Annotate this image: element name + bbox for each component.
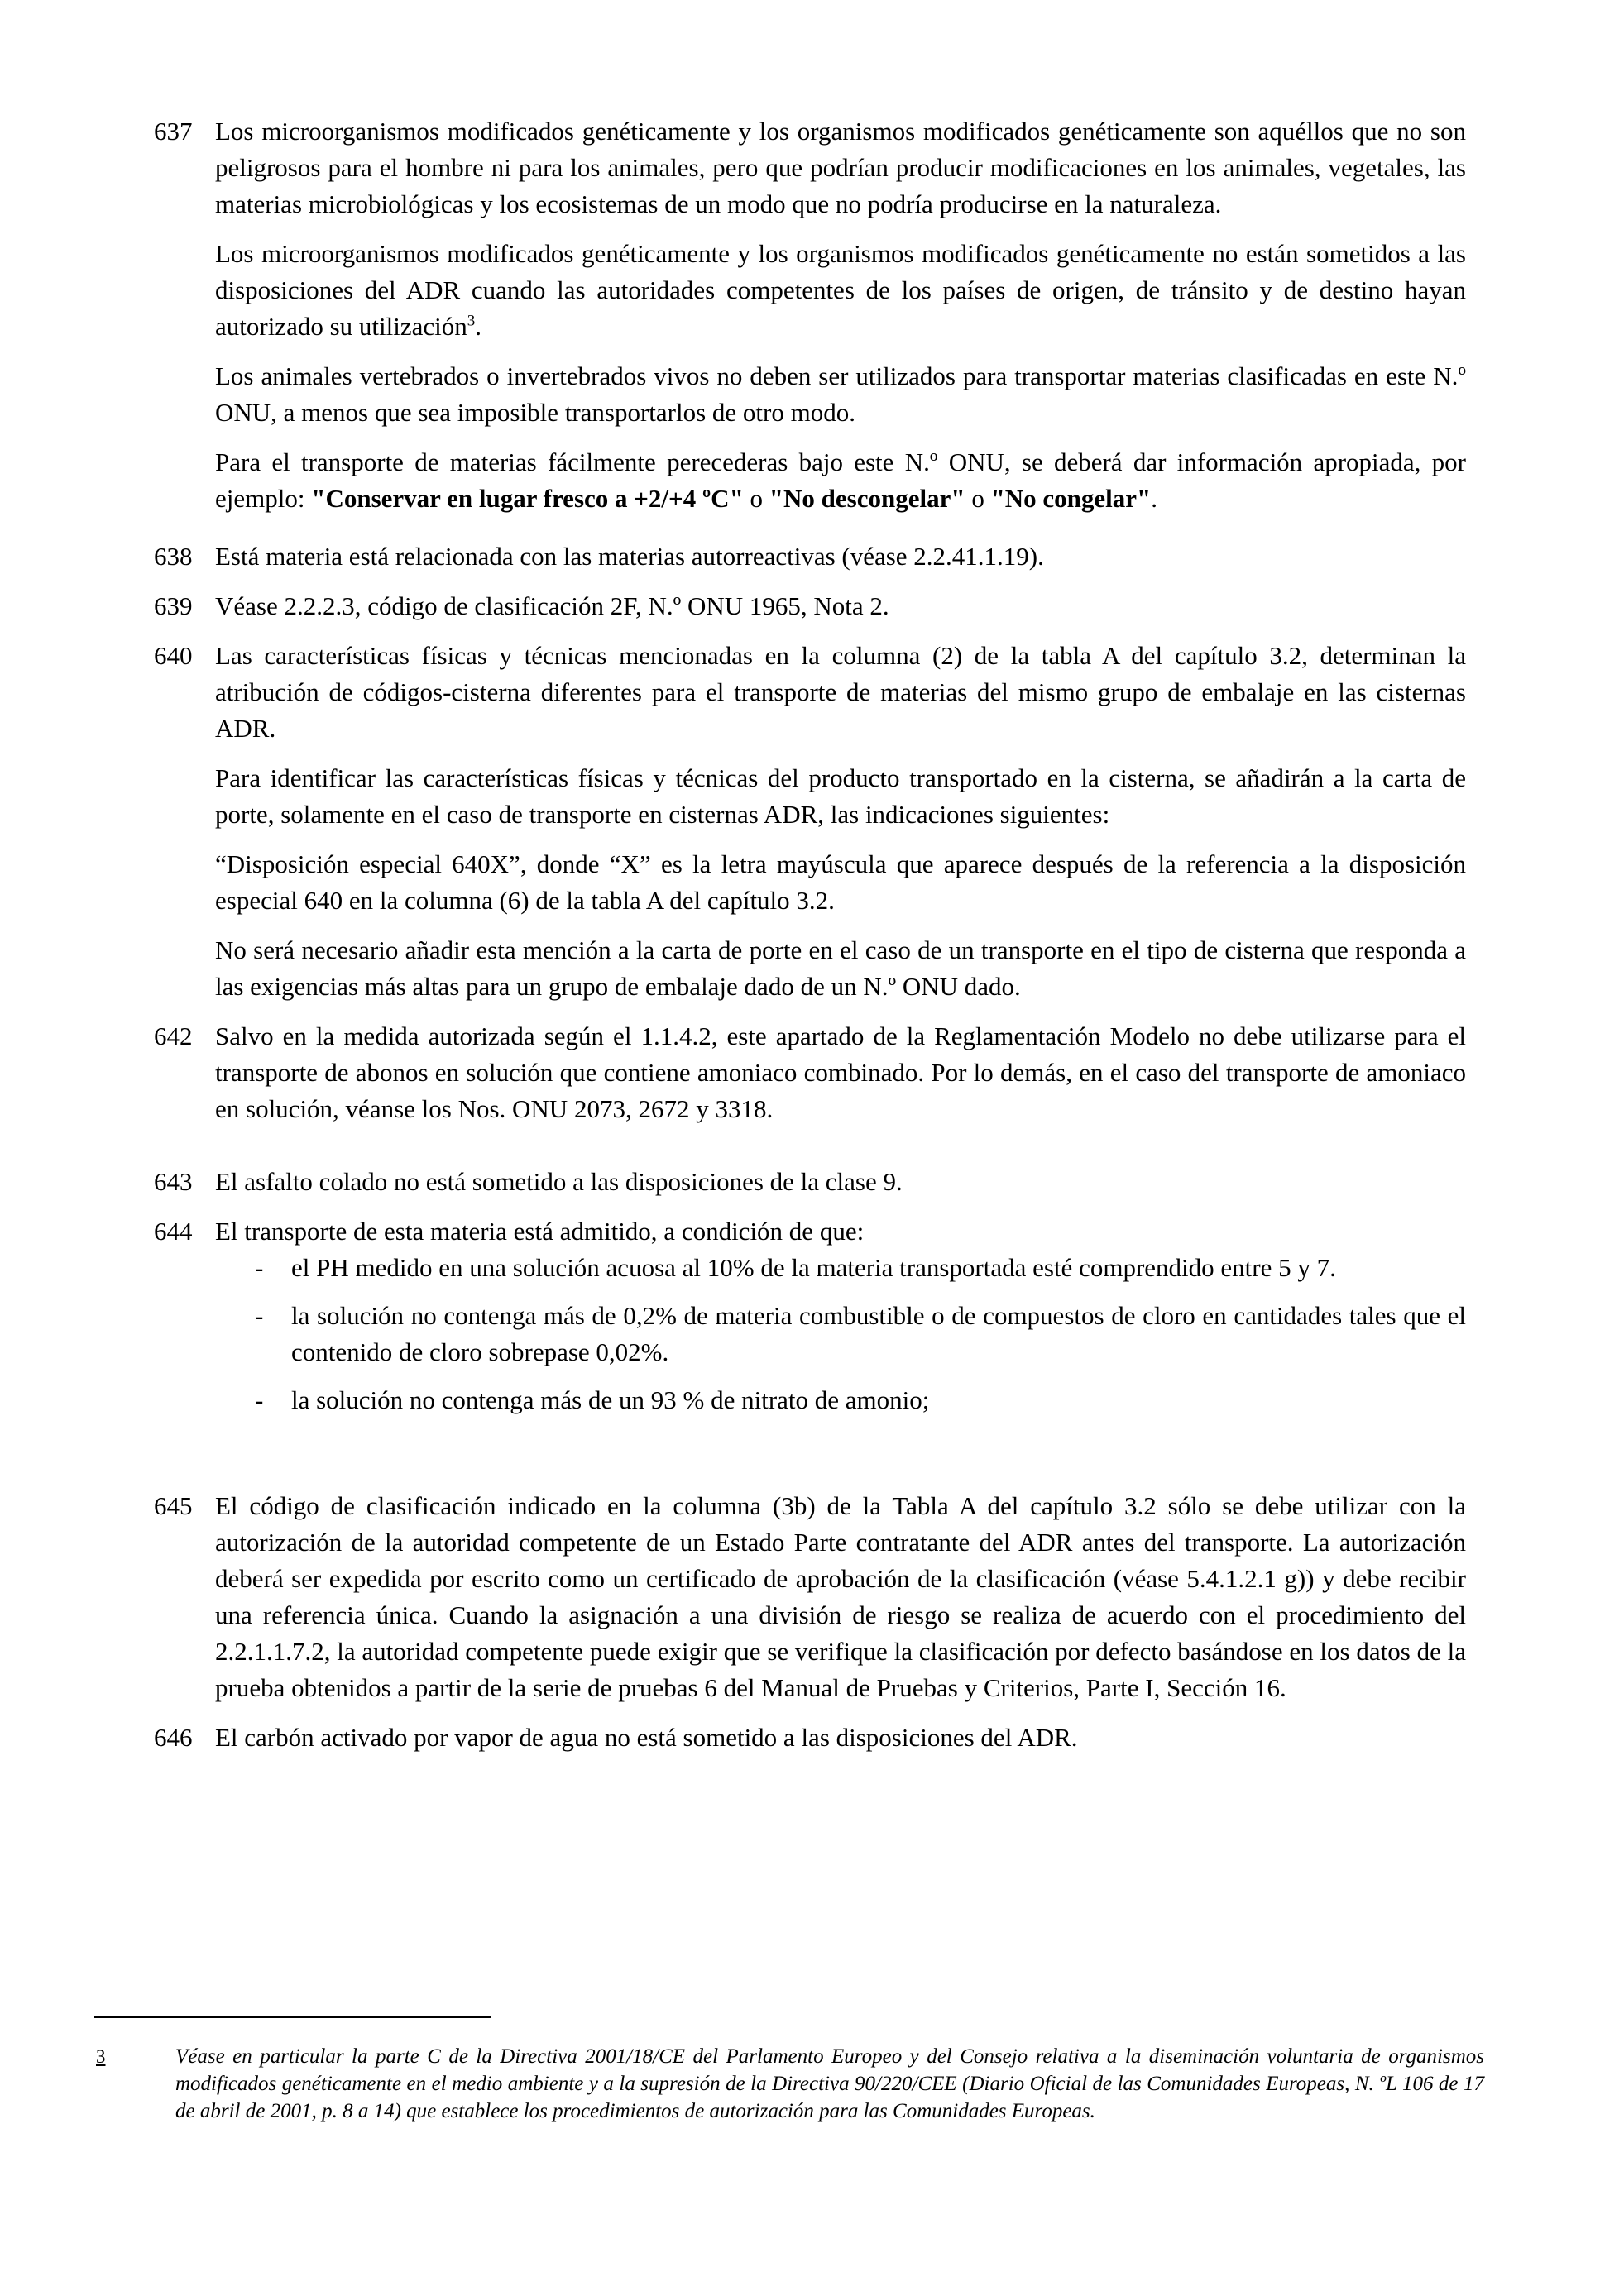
provision-paragraph: Está materia está relacionada con las materias autorreactivas (véase 2.2.41.1.19). — [215, 542, 1044, 571]
provision-number: 643 — [154, 1167, 193, 1196]
provision-paragraph: No será necesario añadir esta mención a la carta de porte en el caso de un transporte en el tipo de cisterna que responda a las exigencias más altas para un grupo de embalaje dado de un N.º ONU dado. — [215, 935, 1466, 1001]
provision-paragraph: El asfalto colado no está sometido a las disposiciones de la clase 9. — [215, 1167, 903, 1196]
label-keep-cool: "Conservar en lugar fresco a +2/+4 ºC" — [311, 484, 744, 513]
provision-paragraph: “Disposición especial 640X”, donde “X” es la letra mayúscula que aparece después de la referencia a la disposición especial 640 en la columna (6) de la tabla A del capítulo 3.2. — [215, 849, 1466, 915]
footnote — [94, 2043, 1484, 2125]
paragraph-text: Para el transporte de materias fácilmente perecederas bajo este N.º ONU, se deberá dar información apropiada, por ejemplo: — [215, 447, 1466, 513]
provision-640 — [154, 638, 1466, 1005]
provision-body — [215, 113, 1466, 517]
special-provisions-list — [154, 113, 1466, 1756]
provision-number: 645 — [154, 1491, 193, 1520]
list-item-text: el PH medido en una solución acuosa al 10% de la materia transportada esté comprendido entre 5 y 7. — [291, 1253, 1336, 1282]
provision-paragraph: El transporte de esta materia está admitido, a condición de que: — [215, 1217, 865, 1246]
provision-body — [215, 1488, 1466, 1706]
separator: o — [743, 484, 769, 513]
provision-body — [215, 1720, 1466, 1756]
provision-643 — [154, 1164, 1466, 1200]
label-do-not-freeze: "No congelar" — [990, 484, 1152, 513]
provision-body — [215, 1018, 1466, 1127]
provision-body — [215, 538, 1466, 575]
paragraph-end: . — [475, 312, 481, 341]
provision-645 — [154, 1488, 1466, 1706]
paragraph-end: . — [1151, 484, 1158, 513]
footnote-text: Véase en particular la parte C de la Directiva 2001/18/CE del Parlamento Europeo y del Consejo relativa a la diseminación voluntaria de organismos modificados genéticamente en el medio ambiente y a la supresión de la Directiva 90/220/CEE (Diario Oficial de las Comunidades Europeas, N. ºL 106 de 17 de abril de 2001, p. 8 a 14) que establece los procedimientos de autorización para las Comunidades Europeas. — [175, 2045, 1484, 2122]
provision-637 — [154, 113, 1466, 517]
provision-paragraph: Para identificar las características físicas y técnicas del producto transportado en la cisterna, se añadirán a la carta de porte, solamente en el caso de transporte en cisternas ADR, las indicaciones siguientes: — [215, 763, 1466, 829]
provision-number: 637 — [154, 117, 193, 146]
provision-642 — [154, 1018, 1466, 1127]
provision-paragraph: El carbón activado por vapor de agua no está sometido a las disposiciones del ADR. — [215, 1723, 1078, 1752]
dash-marker: - — [255, 1385, 264, 1414]
provision-646 — [154, 1720, 1466, 1756]
list-item — [215, 1250, 1466, 1286]
provision-paragraph: Las características físicas y técnicas mencionadas en la columna (2) de la tabla A del capítulo 3.2, determinan la atribución de códigos-cisterna diferentes para el transporte de materias del mismo grupo de embalaje en las cisternas ADR. — [215, 641, 1466, 743]
condition-list — [215, 1250, 1466, 1418]
dash-marker: - — [255, 1253, 264, 1282]
provision-638 — [154, 538, 1466, 575]
provision-body — [215, 588, 1466, 624]
provision-paragraph: Los animales vertebrados o invertebrados vivos no deben ser utilizados para transportar materias clasificadas en este N.º ONU, a menos que sea imposible transportarlos de otro modo. — [215, 361, 1466, 427]
provision-paragraph: Salvo en la medida autorizada según el 1.1.4.2, este apartado de la Reglamentación Modelo no debe utilizarse para el transporte de abonos en solución que contiene amoniaco combinado. Por lo demás, en el caso del transporte de amoniaco en solución, véanse los Nos. ONU 2073, 2672 y 3318. — [215, 1021, 1466, 1123]
list-item — [215, 1382, 1466, 1418]
provision-number: 638 — [154, 542, 193, 571]
provision-body — [215, 1164, 1466, 1200]
provision-paragraph: Véase 2.2.2.3, código de clasificación 2F, N.º ONU 1965, Nota 2. — [215, 591, 889, 620]
provision-paragraph: El código de clasificación indicado en la columna (3b) de la Tabla A del capítulo 3.2 sólo se debe utilizar con la autorización de la autoridad competente de un Estado Parte contratante del ADR antes del transporte. La autorización deberá ser expedida por escrito como un certificado de aprobación de la clasificación (véase 5.4.1.2.1 g)) y debe recibir una referencia única. Cuando la asignación a una división de riesgo se realiza de acuerdo con el procedimiento del 2.2.1.1.7.2, la autoridad competente puede exigir que se verifique la clasificación por defecto basándose en los datos de la prueba obtenidos a partir de la serie de pruebas 6 del Manual de Pruebas y Criterios, Parte I, Sección 16. — [215, 1491, 1466, 1702]
label-do-not-thaw: "No descongelar" — [769, 484, 965, 513]
provision-body — [215, 1213, 1466, 1430]
provision-paragraph: Los microorganismos modificados genéticamente y los organismos modificados genéticamente son aquéllos que no son peligrosos para el hombre ni para los animales, pero que podrían producir modificaciones en los animales, vegetales, las materias microbiológicas y los ecosistemas de un modo que no podría producirse en la naturaleza. — [215, 117, 1466, 218]
footnote-reference[interactable]: 3 — [467, 312, 476, 330]
provision-number: 642 — [154, 1021, 193, 1050]
list-item-text: la solución no contenga más de 0,2% de materia combustible o de compuestos de cloro en cantidades tales que el contenido de cloro sobrepase 0,02%. — [291, 1301, 1466, 1366]
provision-number: 639 — [154, 591, 193, 620]
provision-number: 646 — [154, 1723, 193, 1752]
footnote-separator — [94, 2016, 491, 2018]
list-item-text: la solución no contenga más de un 93 % de nitrato de amonio; — [291, 1385, 930, 1414]
footnote-number: 3 — [96, 2046, 106, 2067]
dash-marker: - — [255, 1301, 264, 1330]
provision-639 — [154, 588, 1466, 624]
separator: o — [965, 484, 991, 513]
list-item — [215, 1298, 1466, 1370]
provision-paragraph — [215, 236, 1466, 345]
provision-number: 644 — [154, 1217, 193, 1246]
provision-number: 640 — [154, 641, 193, 670]
provision-body — [215, 638, 1466, 1005]
provision-644 — [154, 1213, 1466, 1430]
paragraph-text: Los microorganismos modificados genéticamente y los organismos modificados genéticamente no están sometidos a las disposiciones del ADR cuando las autoridades competentes de los países de origen, de tránsito y de destino hayan autorizado su utilización — [215, 239, 1466, 341]
provision-paragraph — [215, 444, 1466, 517]
